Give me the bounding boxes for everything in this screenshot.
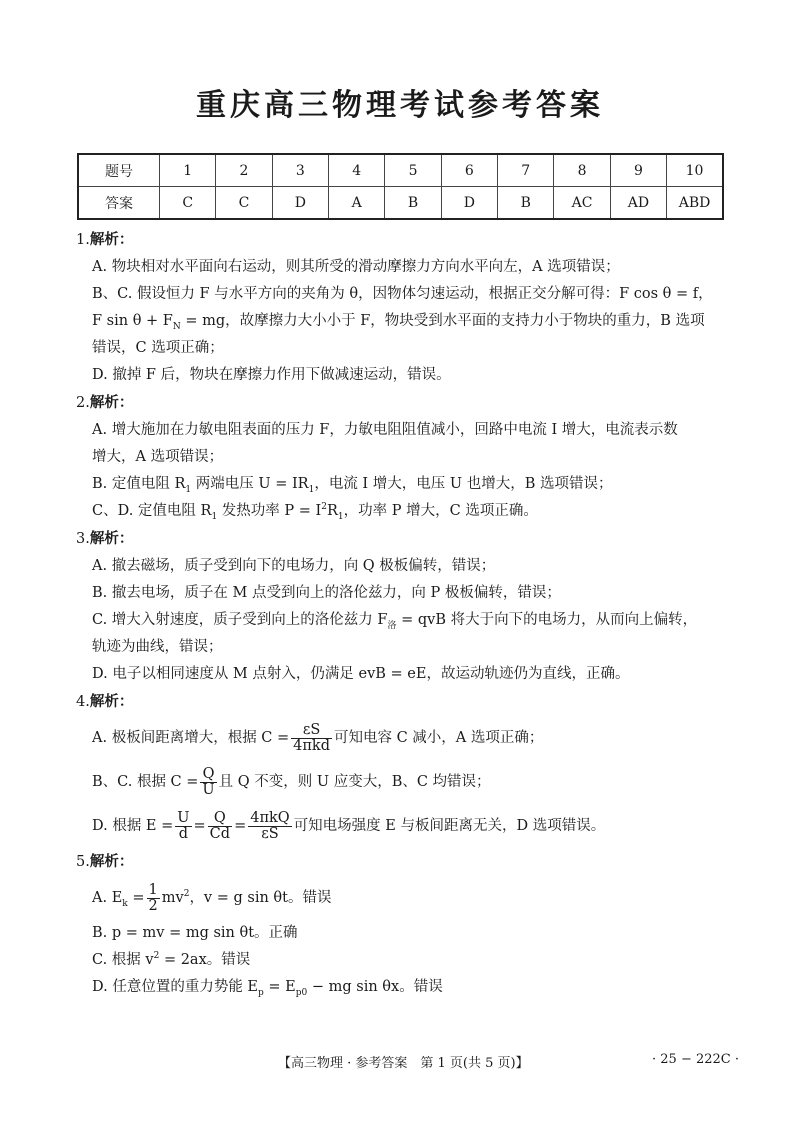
q3-option-c-line1: C. 增大入射速度，质子受到向上的洛伦兹力 $F_洛$ = qvB 将大于向下的电场力，从而向上偏转，: [92, 612, 698, 631]
q2-option-a-line2: 增大，A 选项错误；: [92, 449, 224, 465]
table-cell: AC: [554, 187, 610, 220]
q1-option-bc-line3: 错误，C 选项正确；: [92, 340, 224, 356]
u-over-d-fraction: $\frac{U}{d}$: [177, 809, 190, 842]
question-3-heading: 3.解析：: [76, 530, 134, 547]
row-label-answer: 答案: [78, 187, 160, 220]
table-cell: C: [216, 187, 272, 220]
table-cell: 9: [610, 154, 666, 187]
table-cell: 2: [216, 154, 272, 187]
table-cell: 3: [272, 154, 328, 187]
answer-table: [77, 153, 724, 220]
table-cell: D: [441, 187, 497, 220]
table-cell: 5: [385, 154, 441, 187]
table-cell: 10: [667, 154, 723, 187]
footer-page-info: 【高三物理 · 参考答案 第 1 页(共 5 页)】: [278, 1056, 529, 1071]
question-5-heading: 5.解析：: [76, 853, 134, 870]
q2-option-cd: C、D. 定值电阻 $R_1$ 发热功率 $P = I^2R_1$，功率 P 增大，C 选项正确。: [92, 502, 538, 522]
table-cell: D: [272, 187, 328, 220]
answer-row: [78, 187, 723, 220]
table-cell: C: [160, 187, 216, 220]
table-cell: A: [329, 187, 385, 220]
table-cell: B: [385, 187, 441, 220]
q-over-cd-fraction: $\frac{Q}{Cd}$: [209, 809, 231, 842]
page-title: 重庆高三物理考试参考答案: [196, 88, 604, 123]
one-half-fraction: $\frac{1}{2}$: [148, 881, 158, 914]
field-formula-fraction: $\frac{\text{4πkQ}}{\varepsilon S}$: [250, 809, 290, 842]
row-label-question: 题号: [78, 154, 160, 187]
q3-option-a: A. 撤去磁场，质子受到向下的电场力，向 Q 极板偏转，错误；: [92, 558, 496, 574]
q5-option-d: D. 任意位置的重力势能 $E_p = E_{p0}$ − mg sin θx。错误: [92, 979, 443, 998]
q5-option-a: A. $E_k$ = $\frac{1}{2}$ $mv^2$，v = g sin θt。错误: [92, 881, 332, 914]
table-cell: 7: [498, 154, 554, 187]
q5-option-b: B. p = mv = mg sin θt。正确: [92, 925, 298, 941]
question-number-row: [78, 154, 723, 187]
q2-option-a-line1: A. 增大施加在力敏电阻表面的压力 F，力敏电阻阻值减小，回路中电流 I 增大，电流表示数: [92, 422, 678, 438]
question-2-heading: 2.解析：: [76, 394, 134, 411]
table-cell: B: [498, 187, 554, 220]
table-cell: 8: [554, 154, 610, 187]
q1-option-d: D. 撤掉 F 后，物块在摩擦力作用下做减速运动，错误。: [92, 367, 451, 383]
capacitance-formula-fraction: $\frac{\varepsilon S}{\text{4πkd}}$: [293, 721, 330, 754]
q3-option-c-line2: 轨迹为曲线，错误；: [92, 639, 223, 655]
q4-option-d: D. 根据 E = $\frac{U}{d}$ = $\frac{Q}{Cd}$ = $\frac{\text{4πkQ}}{\varepsilon S}$ 可知电场强度 E 与板间距离无关，D 选项错误。: [92, 809, 606, 842]
question-4-heading: 4.解析：: [76, 693, 134, 710]
q1-option-bc-line2: F $\sin \theta + F_N$ = mg，故摩擦力大小小于 F，物块受到水平面的支持力小于物块的重力，B 选项: [92, 313, 705, 332]
table-cell: ABD: [667, 187, 723, 220]
footer-code: · 25 − 222C ·: [652, 1052, 739, 1067]
q4-option-a: A. 极板间距离增大，根据 C = $\frac{\varepsilon S}{\text{4πkd}}$ 可知电容 C 减小，A 选项正确；: [92, 721, 544, 754]
table-cell: 1: [160, 154, 216, 187]
q5-option-c: C. 根据 $v^2 = 2ax$。错误: [92, 951, 251, 968]
question-1-heading: 1.解析：: [76, 231, 134, 248]
q4-option-bc: B、C. 根据 C = $\frac{Q}{U}$ 且 Q 不变，则 U 应变大，B、C 均错误；: [92, 765, 491, 798]
q1-option-a: A. 物块相对水平面向右运动，则其所受的滑动摩擦力方向水平向左，A 选项错误；: [92, 259, 620, 275]
table-cell: 4: [329, 154, 385, 187]
q3-option-d: D. 电子以相同速度从 M 点射入，仍满足 evB = eE，故运动轨迹仍为直线，正确。: [92, 666, 630, 682]
table-cell: AD: [610, 187, 666, 220]
q-over-u-fraction: $\frac{Q}{U}$: [202, 765, 215, 798]
q3-option-b: B. 撤去电场，质子在 M 点受到向上的洛伦兹力，向 P 极板偏转，错误；: [92, 585, 561, 601]
solutions: [76, 226, 726, 1001]
q1-option-bc-line1: B、C. 假设恒力 F 与水平方向的夹角为 θ，因物体匀速运动，根据正交分解可得：F cos θ = f，: [92, 286, 713, 302]
q2-option-b: B. 定值电阻 $R_1$ 两端电压 $U = IR_1$，电流 I 增大，电压 U 也增大，B 选项错误；: [92, 476, 613, 495]
table-cell: 6: [441, 154, 497, 187]
